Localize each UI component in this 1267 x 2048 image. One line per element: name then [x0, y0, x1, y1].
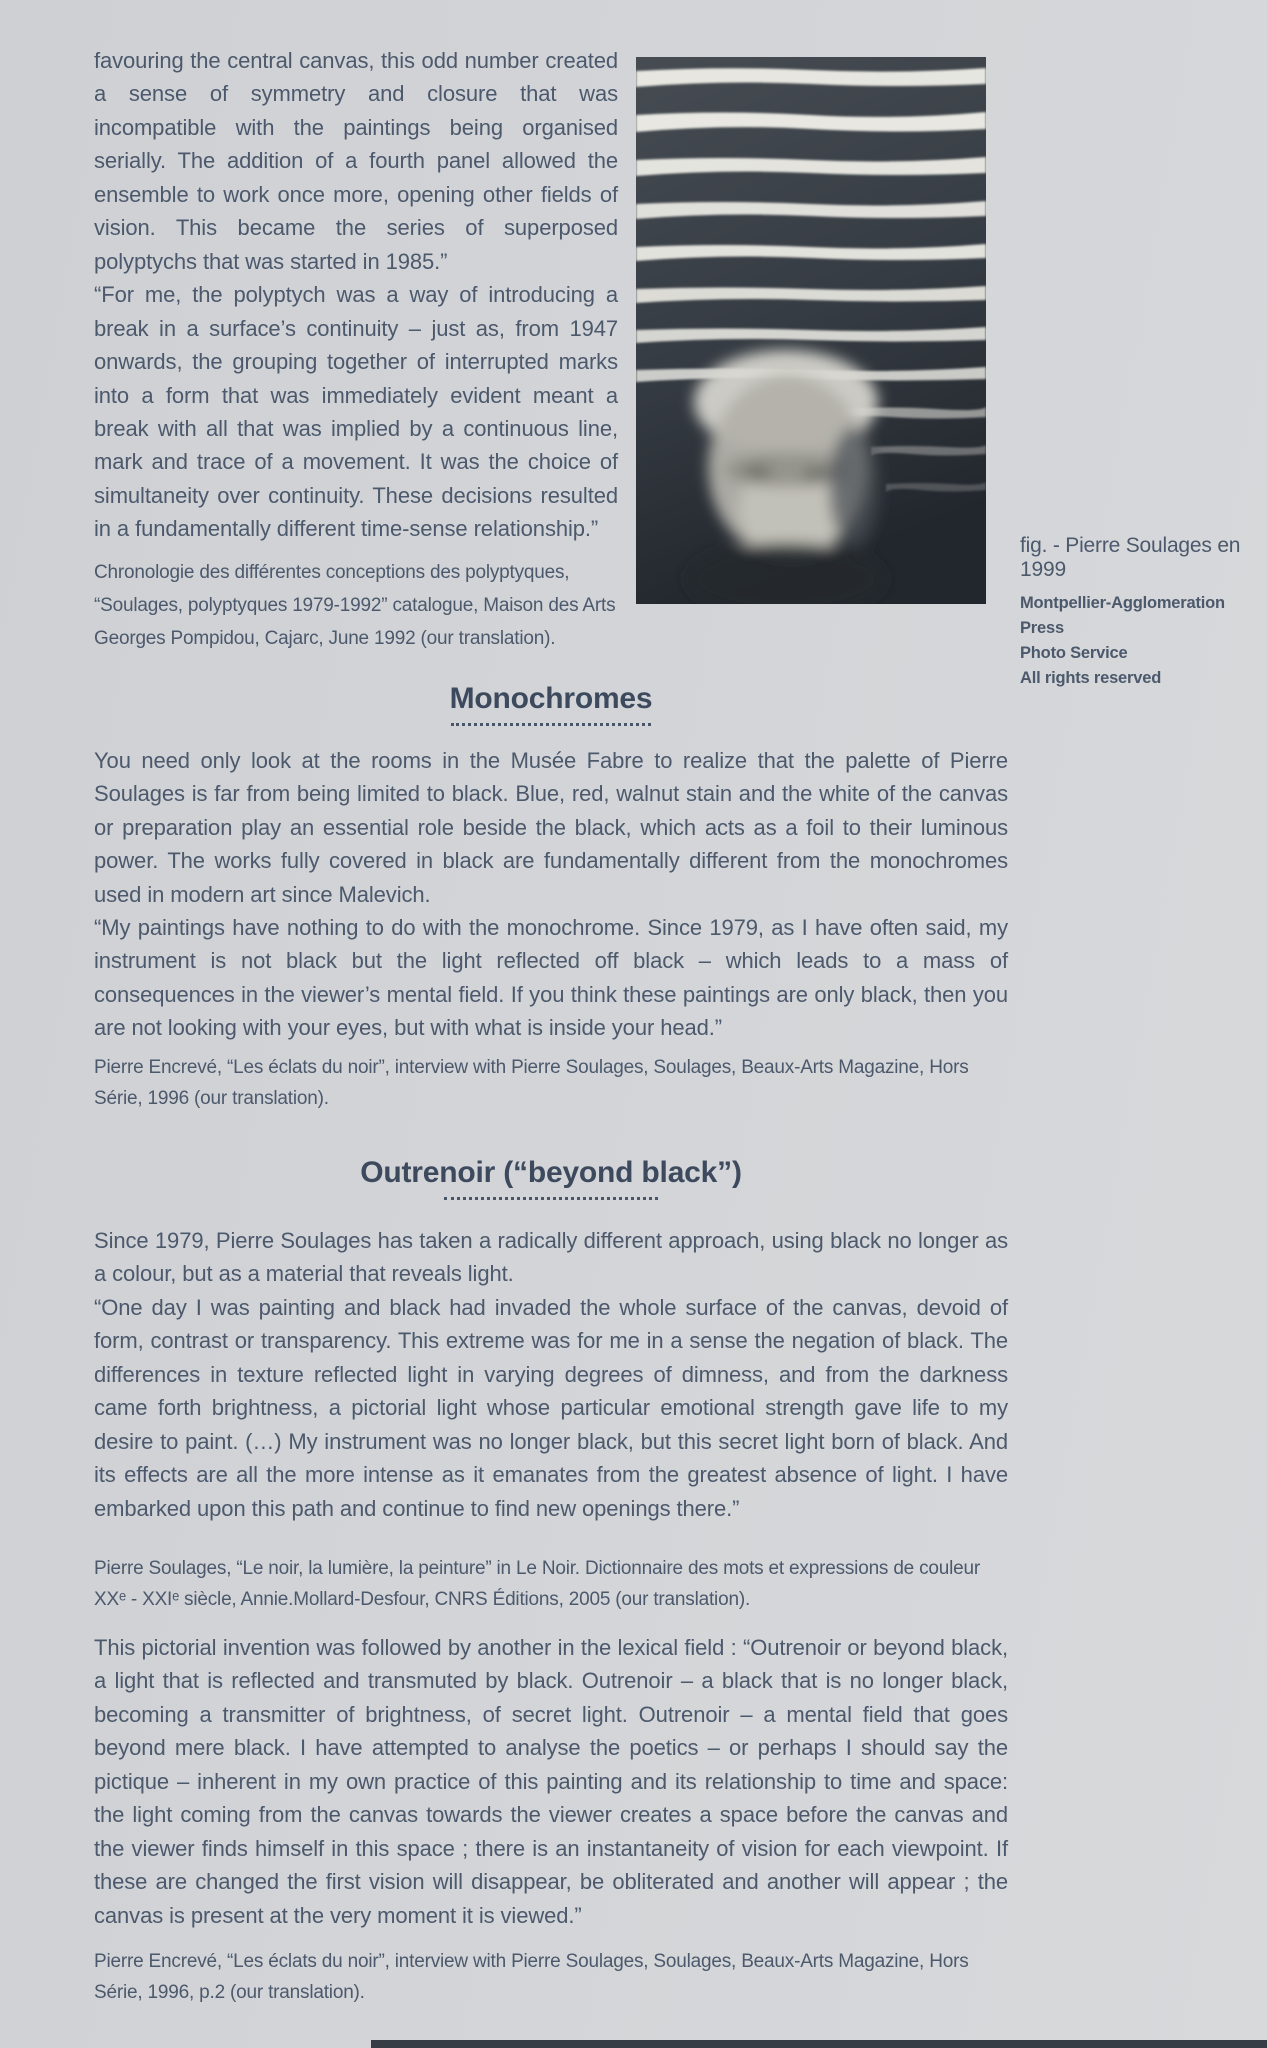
figure-caption-title: fig. - Pierre Soulages en 1999	[1020, 534, 1241, 581]
monochromes-citation: Pierre Encrevé, “Les éclats du noir”, interview with Pierre Soulages, Soulages, Beaux-Arts Magazine, Hors Série, 1996 (our translation).	[94, 1057, 969, 1109]
intro-paragraph-2: “For me, the polyptych was a way of introducing a break in a surface’s continuity – just as, from 1947 onwards, the grouping together of interrupted marks into a form that was immediately evident meant a break with all that was implied by a continuous line, mark and trace of a movement. It was the choice of simultaneity over continuity. These decisions resulted in a fundamentally different time-sense relationship.”	[94, 282, 618, 542]
intro-text-column	[94, 44, 618, 546]
monochromes-quote: “My paintings have nothing to do with the monochrome. Since 1979, as I have often said, my instrument is not black but the light reflected off black – which leads to a mass of consequences in the viewer’s mental field. If you think these paintings are only black, then you are not looking with your eyes, but with what is inside your head.”	[94, 915, 1008, 1041]
outrenoir-paragraph-2: This pictorial invention was followed by another in the lexical field : “Outrenoir or beyond black, a light that is reflected and transmuted by black. Outrenoir – a black that is no longer black, becoming a transmitter of brightness, of secret light. Outrenoir – a mental field that goes beyond mere black. I have attempted to analyse the poetics – or perhaps I should say the pictique – inherent in my own practice of this painting and its relationship to time and space: the light coming from the canvas towards the viewer creates a space before the canvas and the viewer finds himself in this space ; there is an instantaneity of vision for each viewpoint. If these are changed the first vision will disappear, be obliterated and another will appear ; the canvas is present at the very moment it is viewed.”	[94, 1635, 1008, 1928]
outrenoir-paragraph-1: Since 1979, Pierre Soulages has taken a radically different approach, using black no longer as a colour, but as a material that reveals light.	[94, 1228, 1008, 1287]
monochromes-paragraph: You need only look at the rooms in the Musée Fabre to realize that the palette of Pierre Soulages is far from being limited to black. Blue, red, walnut stain and the white of the canvas or preparation play an essential role beside the black, which acts as a foil to their luminous power. The works fully covered in black are fundamentally different from the monochromes used in modern art since Malevich.	[94, 748, 1008, 907]
monochromes-heading: Monochromes	[450, 682, 653, 726]
monochromes-heading-row	[94, 682, 1008, 726]
figure-credit-line-1: Montpellier-Agglomeration Press	[1020, 594, 1225, 637]
soulages-face	[688, 350, 884, 604]
outrenoir-heading: Outrenoir (“beyond black”)	[360, 1156, 742, 1200]
figure-credit-line-3: All rights reserved	[1020, 669, 1162, 687]
soulages-photo	[636, 57, 986, 604]
figure-caption	[1020, 534, 1267, 691]
intro-citation: Chronologie des différentes conceptions des polyptyques, “Soulages, polyptyques 1979-1992” catalogue, Maison des Arts Georges Pompidou, Cajarc, June 1992 (our translation).	[94, 562, 616, 649]
outrenoir-citation-2: Pierre Encrevé, “Les éclats du noir”, interview with Pierre Soulages, Soulages, Beaux-Arts Magazine, Hors Série, 1996, p.2 (our translation).	[94, 1951, 969, 2003]
bottom-panel-edge	[371, 2040, 1267, 2048]
figure-credit-line-2: Photo Service	[1020, 644, 1128, 662]
outrenoir-quote: “One day I was painting and black had invaded the whole surface of the canvas, devoid of form, contrast or transparency. This extreme was for me in a sense the negation of black. The differences in texture reflected light in varying degrees of dimness, and from the darkness came forth brightness, a pictorial light whose particular emotional strength gave life to my desire to paint. (…) My instrument was no longer black, but this secret light born of black. And its effects are all the more intense as it emanates from the greatest absence of light. I have embarked upon this path and continue to find new openings there.”	[94, 1295, 1008, 1521]
outrenoir-heading-row	[94, 1156, 1008, 1200]
outrenoir-citation: Pierre Soulages, “Le noir, la lumière, la peinture” in Le Noir. Dictionnaire des mots et expressions de couleur XXᵉ - XXIᵉ siècle, Annie.Mollard-Desfour, CNRS Éditions, 2005 (our translation).	[94, 1558, 981, 1610]
intro-paragraph-1: favouring the central canvas, this odd number created a sense of symmetry and closure that was incompatible with the paintings being organised serially. The addition of a fourth panel allowed the ensemble to work once more, opening other fields of vision. This became the series of superposed polyptychs that was started in 1985.”	[94, 48, 618, 274]
soulages-photo-image	[636, 57, 986, 604]
